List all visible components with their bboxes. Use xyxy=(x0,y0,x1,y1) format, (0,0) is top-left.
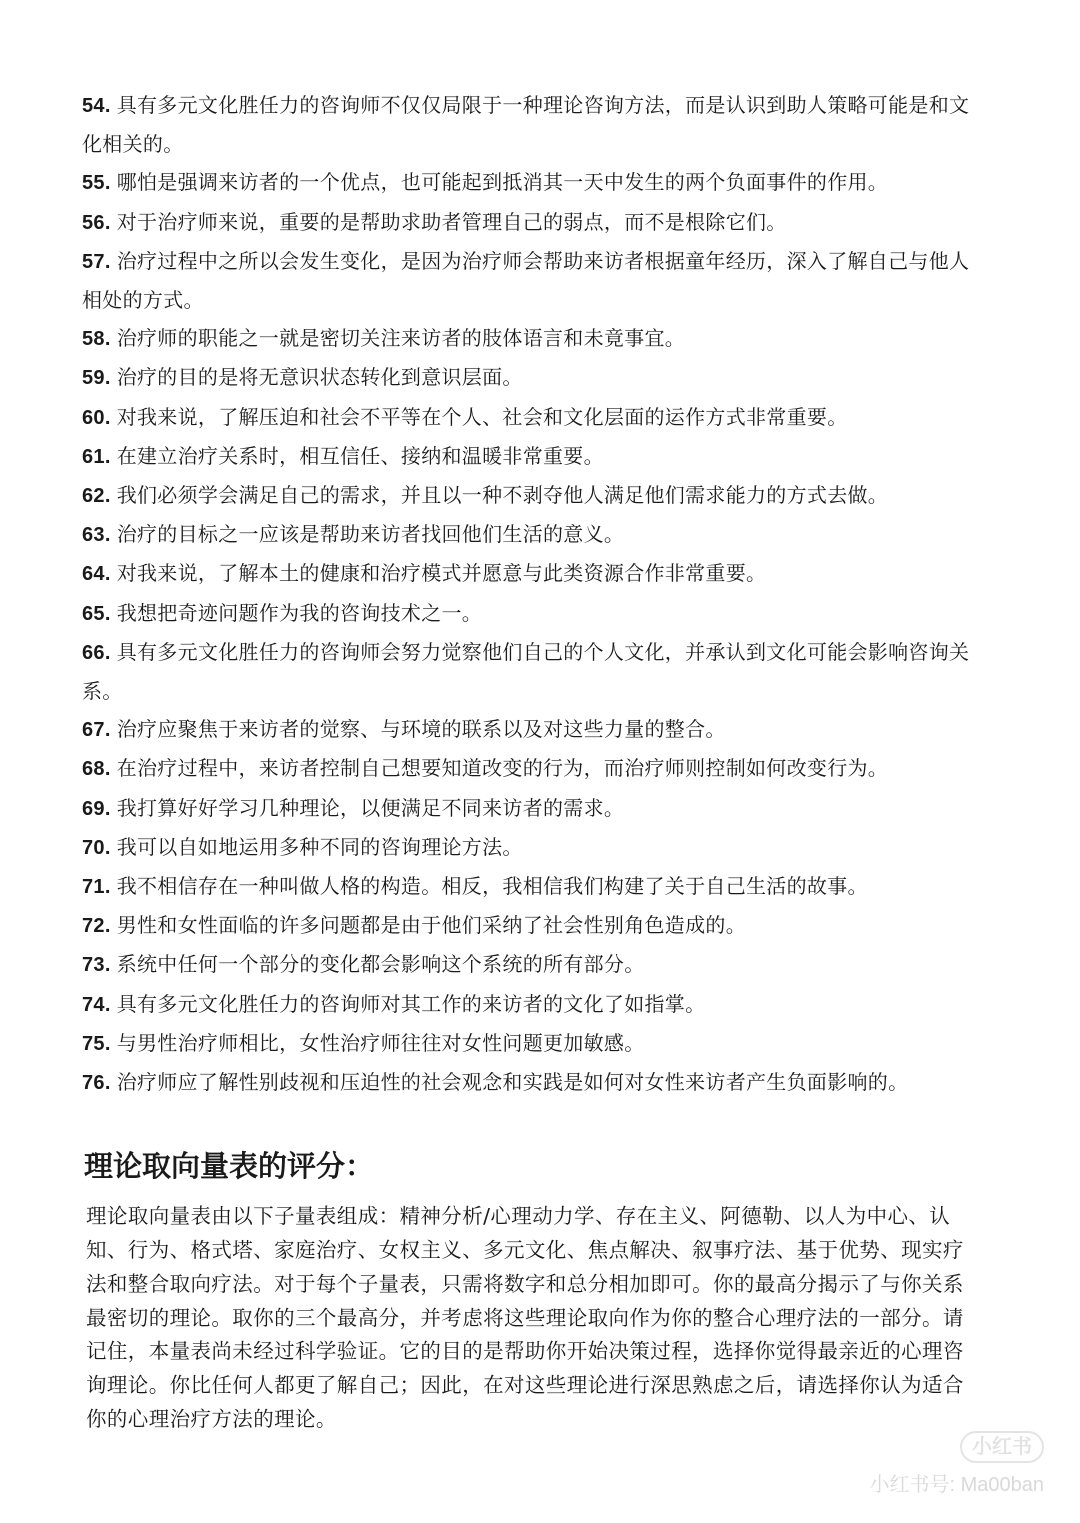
item-number: 62. xyxy=(82,485,111,508)
item-number: 66. xyxy=(82,641,111,664)
list-item xyxy=(82,906,980,945)
item-text: 男性和女性面临的许多问题都是由于他们采纳了社会性别角色造成的。 xyxy=(116,913,747,938)
item-number: 67. xyxy=(82,719,111,742)
item-text: 对我来说，了解压迫和社会不平等在个人、社会和文化层面的运作方式非常重要。 xyxy=(116,404,848,429)
list-item xyxy=(82,1063,980,1102)
item-number: 63. xyxy=(82,524,111,547)
list-item xyxy=(82,867,980,906)
item-text: 与男性治疗师相比，女性治疗师往往对女性问题更加敏感。 xyxy=(116,1030,645,1055)
item-text: 治疗的目的是将无意识状态转化到意识层面。 xyxy=(116,365,523,390)
section-paragraph: 理论取向量表由以下子量表组成：精神分析/心理动力学、存在主义、阿德勒、以人为中心、认知、行为、格式塔、家庭治疗、女权主义、多元文化、焦点解决、叙事疗法、基于优势、现实疗法和整合取向疗法。对于每个子量表，只需将数字和总分相加即可。你的最高分揭示了与你关系最密切的理论。取你的三个最高分，并考虑将这些理论取向作为你的整合心理疗法的一部分。请记住，本量表尚未经过科学验证。它的目的是帮助你开始决策过程，选择你觉得最亲近的心理咨询理论。你比任何人都更了解自己；因此，在对这些理论进行深思熟虑之后，请选择你认为适合你的心理治疗方法的理论。 xyxy=(86,1204,964,1432)
item-number: 58. xyxy=(82,328,111,351)
item-number: 74. xyxy=(82,993,111,1016)
item-number: 54. xyxy=(82,95,111,117)
item-text: 治疗应聚焦于来访者的觉察、与环境的联系以及对这些力量的整合。 xyxy=(116,717,726,742)
item-number: 59. xyxy=(82,367,111,390)
section-title: 理论取向量表的评分： xyxy=(84,1149,375,1184)
item-number: 70. xyxy=(82,836,111,859)
questionnaire-items xyxy=(82,86,980,1102)
item-text: 我打算好好学习几种理论，以便满足不同来访者的需求。 xyxy=(116,795,625,820)
item-number: 65. xyxy=(82,602,111,625)
list-item xyxy=(82,828,980,867)
item-number: 75. xyxy=(82,1032,111,1055)
item-number: 55. xyxy=(82,172,111,195)
list-item xyxy=(82,319,980,358)
list-item xyxy=(82,358,980,397)
item-text: 具有多元文化胜任力的咨询师对其工作的来访者的文化了如指掌。 xyxy=(116,991,706,1016)
item-text: 治疗的目标之一应该是帮助来访者找回他们生活的意义。 xyxy=(116,522,625,547)
item-number: 73. xyxy=(82,954,111,977)
item-text: 我不相信存在一种叫做人格的构造。相反，我相信我们构建了关于自己生活的故事。 xyxy=(116,874,868,899)
list-item xyxy=(82,398,980,437)
item-number: 60. xyxy=(82,406,111,429)
item-number: 72. xyxy=(82,915,111,938)
item-text: 系统中任何一个部分的变化都会影响这个系统的所有部分。 xyxy=(116,952,645,977)
item-text: 我们必须学会满足自己的需求，并且以一种不剥夺他人满足他们需求能力的方式去做。 xyxy=(116,483,889,508)
item-number: 57. xyxy=(82,250,111,273)
list-item xyxy=(82,749,980,788)
list-item xyxy=(82,86,980,163)
list-item xyxy=(82,163,980,202)
item-number: 56. xyxy=(82,211,111,234)
item-text: 在治疗过程中，来访者控制自己想要知道改变的行为，而治疗师则控制如何改变行为。 xyxy=(116,756,889,781)
item-number: 68. xyxy=(82,758,111,781)
item-number: 61. xyxy=(82,445,111,468)
watermark-logo: 小红书 xyxy=(960,1431,1044,1463)
list-item xyxy=(82,437,980,476)
item-text: 我想把奇迹问题作为我的咨询技术之一。 xyxy=(116,600,483,625)
item-number: 76. xyxy=(82,1072,111,1095)
list-item xyxy=(82,710,980,749)
item-text: 具有多元文化胜任力的咨询师不仅仅局限于一种理论咨询方法，而是认识到助人策略可能是和文化相关的。 xyxy=(82,93,970,157)
list-item xyxy=(82,985,980,1024)
watermark xyxy=(869,1431,1044,1497)
item-number: 69. xyxy=(82,797,111,820)
item-text: 对我来说，了解本土的健康和治疗模式并愿意与此类资源合作非常重要。 xyxy=(116,561,767,586)
item-number: 64. xyxy=(82,563,111,586)
list-item xyxy=(82,789,980,828)
list-item xyxy=(82,515,980,554)
list-item xyxy=(82,242,980,319)
item-text: 对于治疗师来说，重要的是帮助求助者管理自己的弱点，而不是根除它们。 xyxy=(116,209,787,234)
item-text: 治疗师的职能之一就是密切关注来访者的肢体语言和未竟事宜。 xyxy=(116,326,686,351)
list-item xyxy=(82,203,980,242)
item-text: 在建立治疗关系时，相互信任、接纳和温暖非常重要。 xyxy=(116,443,604,468)
item-text: 我可以自如地运用多种不同的咨询理论方法。 xyxy=(116,834,523,859)
list-item xyxy=(82,594,980,633)
item-text: 治疗师应了解性别歧视和压迫性的社会观念和实践是如何对女性来访者产生负面影响的。 xyxy=(116,1070,909,1095)
item-text: 具有多元文化胜任力的咨询师会努力觉察他们自己的个人文化，并承认到文化可能会影响咨询关系。 xyxy=(82,639,970,704)
item-number: 71. xyxy=(82,876,111,899)
watermark-text: 小红书号: Ma00ban xyxy=(869,1474,1044,1496)
list-item xyxy=(82,1024,980,1063)
list-item xyxy=(82,476,980,515)
item-text: 治疗过程中之所以会发生变化，是因为治疗师会帮助来访者根据童年经历，深入了解自己与他人相处的方式。 xyxy=(82,248,970,313)
list-item xyxy=(82,945,980,984)
list-item xyxy=(82,633,980,710)
item-text: 哪怕是强调来访者的一个优点，也可能起到抵消其一天中发生的两个负面事件的作用。 xyxy=(116,170,889,195)
list-item xyxy=(82,554,980,593)
